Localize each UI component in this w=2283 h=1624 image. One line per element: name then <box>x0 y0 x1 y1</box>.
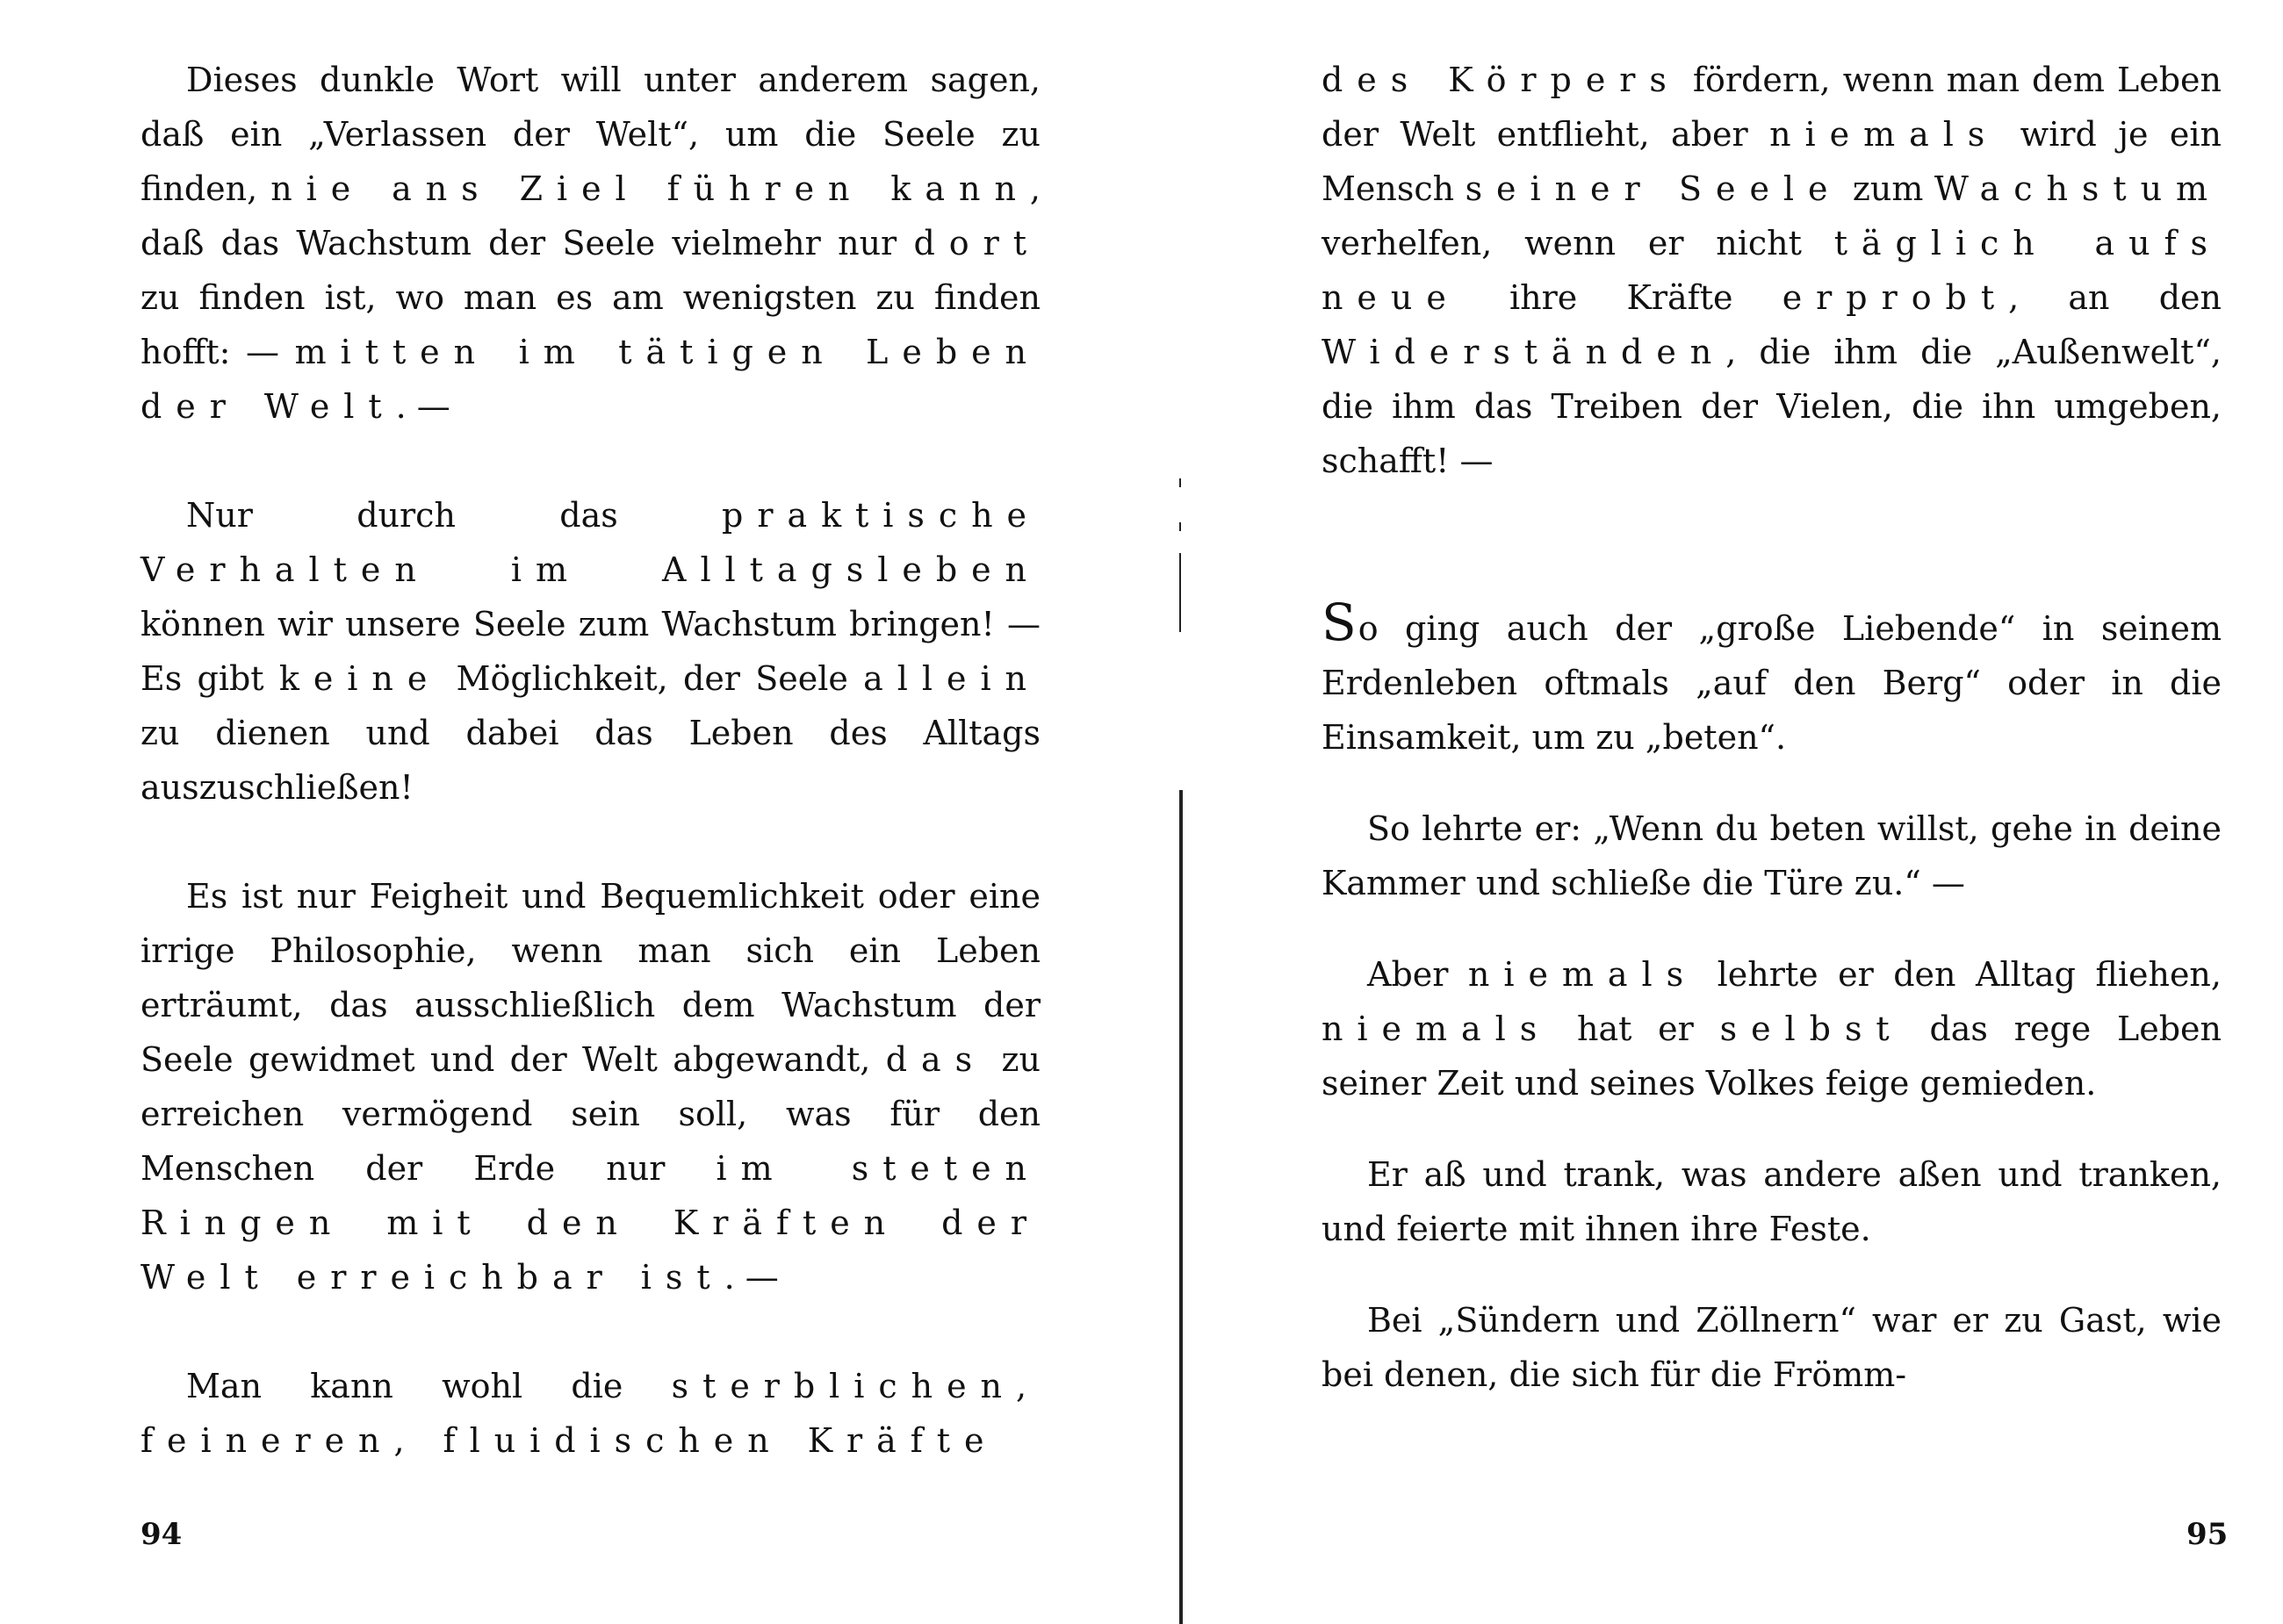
spaced-emphasis: nie ans Ziel führen kann <box>270 169 1030 208</box>
spaced-emphasis: keine <box>278 659 442 698</box>
page-number-left: 94 <box>140 1517 183 1552</box>
text-run: ihre Kräfte <box>1459 278 1782 317</box>
right-paragraph-5 <box>1322 1147 2222 1256</box>
text-run: lehrte er den Alltag fliehen, <box>1697 955 2222 994</box>
gutter-shadow-line <box>1179 790 1183 1624</box>
right-paragraph-2 <box>1322 593 2222 765</box>
text-run: fördern, wenn man dem Leben der Welt entflieht, aber <box>1322 61 2222 154</box>
initial-letter: S <box>1322 593 1357 652</box>
left-paragraph-4 <box>140 1359 1041 1468</box>
text-run: zu erreichen vermögend sein soll, was für den Menschen der Erde nur <box>140 1040 1041 1188</box>
text-run: können wir unsere Seele zum Wachstum bringen! — Es gibt <box>140 605 1041 698</box>
spaced-emphasis: sterblichen, feineren, fluidischen Kräfte <box>140 1367 1041 1460</box>
right-paragraph-1 <box>1322 53 2222 488</box>
text-run: zum <box>1841 169 1934 208</box>
text-run: hat er <box>1551 1010 1720 1048</box>
left-paragraph-1 <box>140 53 1041 434</box>
text-run: das rege Leben seiner Zeit und seines Volkes feige gemieden. <box>1322 1010 2222 1103</box>
text-run: Nur durch das <box>186 496 723 535</box>
paragraph-gap <box>140 434 1041 488</box>
spaced-emphasis: erprobt <box>1782 278 2009 317</box>
paragraph-gap <box>1322 910 2222 947</box>
text-run: Aber <box>1367 955 1468 994</box>
spaced-emphasis: des Körpers <box>1322 61 1681 99</box>
spaced-emphasis: seiner Seele <box>1465 169 1842 208</box>
right-paragraph-4 <box>1322 947 2222 1110</box>
text-run: , an den <box>2008 278 2222 317</box>
left-paragraph-2 <box>140 488 1041 815</box>
spaced-emphasis: niemals <box>1467 955 1698 994</box>
spaced-emphasis: dort <box>913 224 1041 262</box>
right-page <box>1322 53 2222 1402</box>
right-paragraph-6 <box>1322 1293 2222 1402</box>
gutter-mark <box>1179 522 1181 531</box>
paragraph-gap <box>1322 1256 2222 1293</box>
text-run: So lehrte er: „Wenn du beten willst, gehe in deine Kammer und schließe die Türe zu.“ — <box>1322 809 2222 902</box>
text-run: Man kann wohl die <box>186 1367 672 1405</box>
spaced-emphasis: täglich aufs neue <box>1322 224 2222 317</box>
text-run: , daß das Wachstum der Seele vielmehr nur <box>140 169 1041 262</box>
text-run: zu finden ist, wo man es am wenigsten zu finden hofft: — <box>140 278 1041 371</box>
left-page <box>140 53 1041 1468</box>
spaced-emphasis: allein <box>863 659 1041 698</box>
left-paragraph-3 <box>140 869 1041 1304</box>
paragraph-gap <box>1322 765 2222 801</box>
spaced-emphasis: das <box>885 1040 987 1079</box>
spaced-emphasis: niemals <box>1769 115 1999 154</box>
section-gap <box>1322 488 2222 597</box>
paragraph-gap <box>140 815 1041 869</box>
text-run: zu dienen und dabei das Leben des Alltags auszuschließen! <box>140 714 1041 807</box>
text-run: . — <box>395 387 450 426</box>
paragraph-gap <box>140 1304 1041 1359</box>
gutter-mark <box>1179 478 1181 487</box>
spaced-emphasis: niemals <box>1322 1010 1552 1048</box>
page-number-right: 95 <box>2186 1517 2229 1552</box>
text-run: o ging auch der „große Liebende“ in seinem Erdenleben oftmals „auf den Berg“ oder in die Einsamkeit, um zu „beten“. <box>1322 609 2222 757</box>
text-run: , die ihm die „Außenwelt“, die ihm das Treiben der Vielen, die ihn umgeben, schafft! — <box>1322 333 2222 480</box>
text-run: Er aß und trank, was andere aßen und tranken, und feierte mit ihnen ihre Feste. <box>1322 1155 2222 1248</box>
text-run: Dieses dunkle Wort will unter anderem sagen, daß ein „Verlassen der Welt“, um die Seele zu finden, <box>140 61 1041 208</box>
text-run: Bei „Sündern und Zöllnern“ war er zu Gast, wie bei denen, die sich für die Frömm- <box>1322 1301 2222 1394</box>
spaced-emphasis: mitten im tätigen Leben der Welt <box>140 333 1041 426</box>
text-run: wird je ein Mensch <box>1322 115 2222 208</box>
spaced-emphasis: selbst <box>1719 1010 1904 1048</box>
spaced-emphasis: Widerständen <box>1322 333 1726 371</box>
gutter-mark <box>1179 553 1181 632</box>
spaced-emphasis: praktische Verhalten im Alltagsleben <box>140 496 1041 589</box>
text-run: Es ist nur Feigheit und Bequemlichkeit oder eine irrige Philosophie, wenn man sich ein Leben erträumt, das ausschließlich dem Wachstum der Seele gewidmet und der Welt abgewandt, <box>140 877 1041 1079</box>
text-run: . — <box>724 1258 779 1297</box>
text-run: verhelfen, wenn er nicht <box>1322 224 1834 262</box>
right-paragraph-3 <box>1322 801 2222 910</box>
paragraph-gap <box>1322 1110 2222 1147</box>
spaced-emphasis: im steten Ringen mit den Kräften der Welt erreichbar ist <box>140 1149 1041 1297</box>
spaced-emphasis: Wachstum <box>1934 169 2222 208</box>
text-run: Möglichkeit, der Seele <box>441 659 864 698</box>
